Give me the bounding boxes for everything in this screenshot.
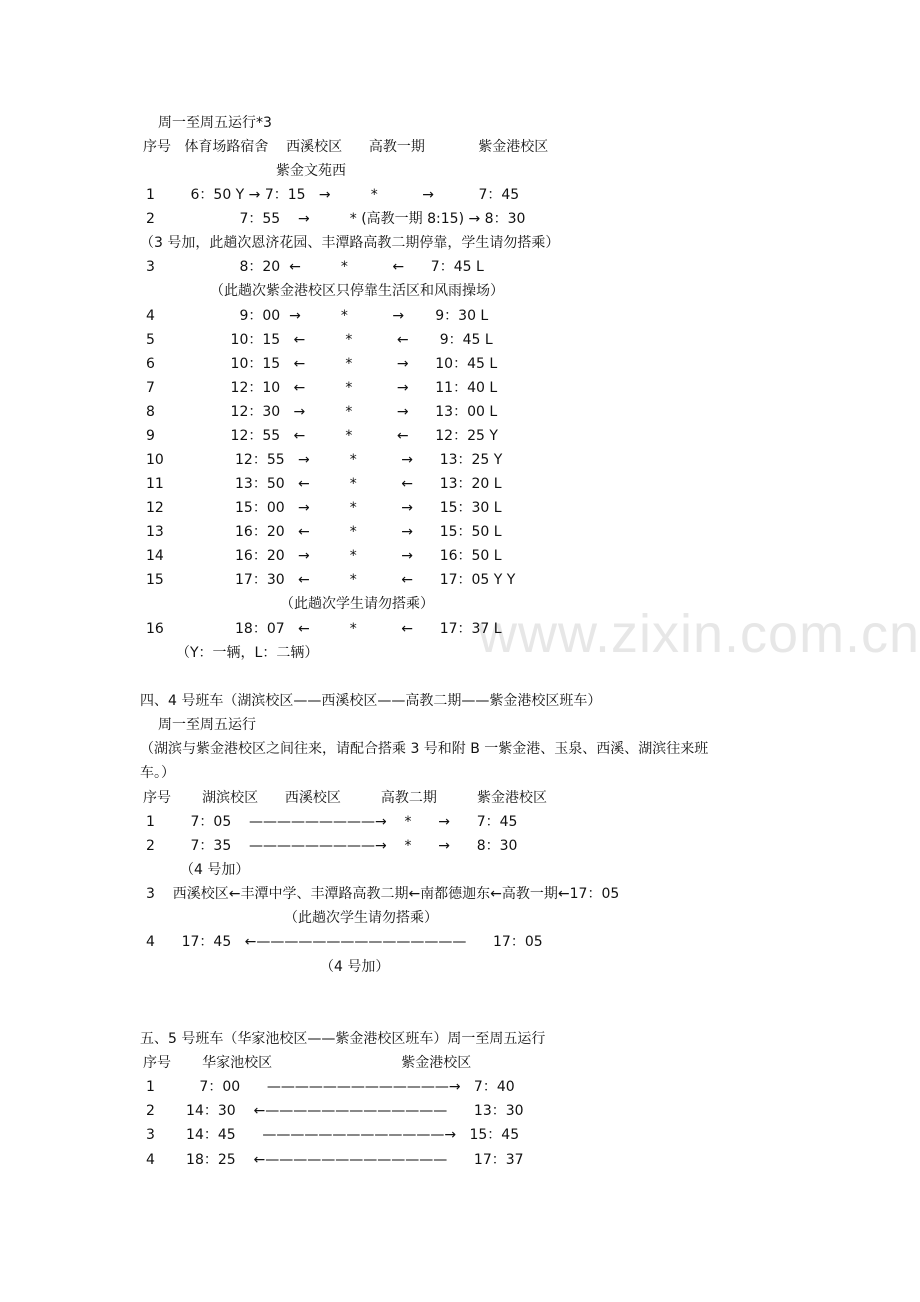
section3-operating: 周一至周五运行*3 xyxy=(158,115,272,131)
schedule-note: （4 号加） xyxy=(180,862,250,878)
schedule-row: 4 18：25 ←————————————— 17：37 xyxy=(146,1152,524,1168)
schedule-legend: （Y：一辆，L：二辆） xyxy=(176,645,319,661)
schedule-row: 4 9：00 → * → 9：30 L xyxy=(146,308,489,324)
schedule-row: 9 12：55 ← * ← 12：25 Y xyxy=(146,428,498,444)
schedule-row: 2 7：35 —————————→ * → 8：30 xyxy=(146,838,518,854)
schedule-row: 14 16：20 → * → 16：50 L xyxy=(146,548,502,564)
schedule-row: 15 17：30 ← * ← 17：05 Y Y xyxy=(146,572,516,588)
section3-header: 序号 体育场路宿舍 西溪校区 高教一期 紫金港校区 xyxy=(143,139,549,155)
schedule-row: 5 10：15 ← * ← 9：45 L xyxy=(146,332,493,348)
watermark: www.zixin.com.cn xyxy=(478,604,920,664)
section4-title: 四、4 号班车（湖滨校区——西溪校区——高教二期——紫金港校区班车） xyxy=(140,693,602,709)
section4-note-cont: 车。） xyxy=(140,765,175,781)
schedule-note: （此趟次紫金港校区只停靠生活区和风雨操场） xyxy=(210,283,504,299)
section5-header: 序号 华家池校区 紫金港校区 xyxy=(143,1055,472,1071)
schedule-row: 3 8：20 ← * ← 7：45 L xyxy=(146,259,484,275)
section5-title: 五、5 号班车（华家池校区——紫金港校区班车）周一至周五运行 xyxy=(140,1031,546,1047)
schedule-row: 3 西溪校区←丰潭中学、丰潭路高教二期←南都德迦东←高教一期←17：05 xyxy=(146,886,620,902)
schedule-row: 12 15：00 → * → 15：30 L xyxy=(146,500,502,516)
schedule-row: 1 7：00 —————————————→ 7：40 xyxy=(146,1079,515,1095)
schedule-row: 1 6：50 Y → 7：15 → * → 7：45 xyxy=(146,187,520,203)
schedule-row: 2 14：30 ←————————————— 13：30 xyxy=(146,1103,524,1119)
schedule-row: 3 14：45 —————————————→ 15：45 xyxy=(146,1127,520,1143)
schedule-note: （3 号加，此趟次恩济花园、丰潭路高教二期停靠，学生请勿搭乘） xyxy=(140,235,560,251)
schedule-row: 11 13：50 ← * ← 13：20 L xyxy=(146,476,502,492)
schedule-note: （4 号加） xyxy=(320,959,390,975)
schedule-row: 10 12：55 → * → 13：25 Y xyxy=(146,452,503,468)
schedule-row: 13 16：20 ← * → 15：50 L xyxy=(146,524,502,540)
schedule-note: （此趟次学生请勿搭乘） xyxy=(280,596,434,612)
section3-header-sub: 紫金文苑西 xyxy=(276,163,346,179)
schedule-row: 2 7：55 → * (高教一期 8:15) → 8：30 xyxy=(146,211,526,227)
schedule-row: 6 10：15 ← * → 10：45 L xyxy=(146,356,498,372)
section4-note: （湖滨与紫金港校区之间往来，请配合搭乘 3 号和附 B 一紫金港、玉泉、西溪、湖滨往来班 xyxy=(140,741,709,757)
schedule-row: 16 18：07 ← * ← 17：37 L xyxy=(146,621,502,637)
schedule-row: 7 12：10 ← * → 11：40 L xyxy=(146,380,498,396)
schedule-row: 4 17：45 ←——————————————— 17：05 xyxy=(146,934,543,950)
schedule-note: （此趟次学生请勿搭乘） xyxy=(284,910,438,926)
schedule-row: 8 12：30 → * → 13：00 L xyxy=(146,404,498,420)
section4-operating: 周一至周五运行 xyxy=(158,717,256,733)
schedule-row: 1 7：05 —————————→ * → 7：45 xyxy=(146,814,518,830)
section4-header: 序号 湖滨校区 西溪校区 高教二期 紫金港校区 xyxy=(143,790,547,806)
